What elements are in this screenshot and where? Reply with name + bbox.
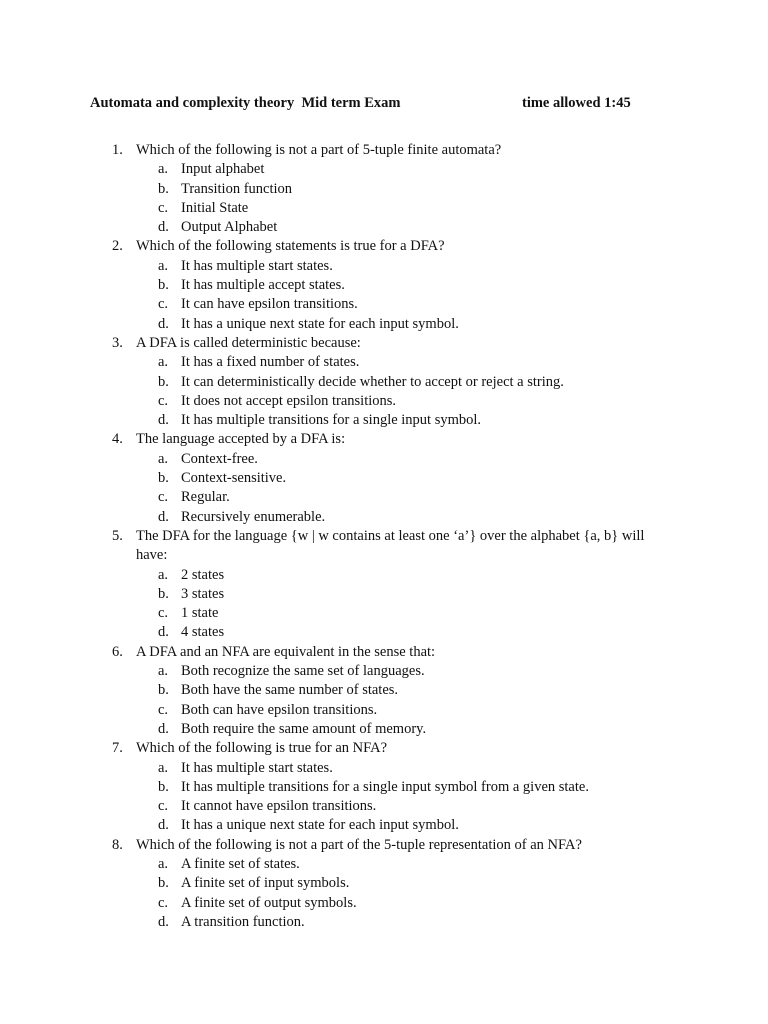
question-number: 4. bbox=[112, 431, 123, 448]
time-allowed: time allowed 1:45 bbox=[522, 95, 631, 111]
option-text: Recursively enumerable. bbox=[181, 508, 326, 525]
option-text: Both recognize the same set of languages. bbox=[181, 663, 425, 680]
option-text: It can deterministically decide whether to accept or reject a string. bbox=[181, 373, 564, 390]
question-item bbox=[0, 430, 768, 526]
option-text: Output Alphabet bbox=[181, 219, 278, 236]
question-number: 2. bbox=[112, 238, 123, 255]
option-text: It can have epsilon transitions. bbox=[181, 296, 358, 313]
option-text: It has multiple accept states. bbox=[181, 277, 345, 294]
question-text: The DFA for the language {w | w contains at least one ‘a’} over the alphabet {a, b} will have: bbox=[136, 527, 645, 564]
question-item bbox=[0, 739, 768, 835]
option-item bbox=[0, 681, 768, 700]
option-item bbox=[0, 894, 768, 913]
option-list bbox=[0, 759, 768, 836]
option-item bbox=[0, 623, 768, 642]
option-text: 2 states bbox=[181, 566, 225, 583]
option-letter: d. bbox=[158, 219, 169, 236]
option-letter: c. bbox=[158, 199, 169, 216]
question-item bbox=[0, 237, 768, 333]
option-item bbox=[0, 604, 768, 623]
question-number: 3. bbox=[112, 334, 123, 351]
option-text: It has multiple start states. bbox=[181, 759, 333, 776]
option-item bbox=[0, 315, 768, 334]
question-text: The language accepted by a DFA is: bbox=[136, 431, 346, 448]
option-item bbox=[0, 508, 768, 527]
option-letter: d. bbox=[158, 412, 169, 429]
option-letter: c. bbox=[158, 392, 169, 409]
option-list bbox=[0, 450, 768, 527]
option-list bbox=[0, 855, 768, 932]
option-letter: a. bbox=[158, 354, 169, 371]
option-item bbox=[0, 199, 768, 218]
question-item bbox=[0, 141, 768, 237]
question-item bbox=[0, 334, 768, 430]
option-item bbox=[0, 373, 768, 392]
option-list bbox=[0, 566, 768, 643]
option-item bbox=[0, 874, 768, 893]
option-text: Both have the same number of states. bbox=[181, 682, 399, 699]
option-text: Initial State bbox=[181, 199, 249, 216]
option-letter: b. bbox=[158, 180, 169, 197]
option-letter: a. bbox=[158, 663, 169, 680]
option-text: Input alphabet bbox=[181, 161, 265, 178]
question-item bbox=[0, 836, 768, 932]
option-item bbox=[0, 855, 768, 874]
option-text: Context-sensitive. bbox=[181, 470, 287, 487]
option-item bbox=[0, 585, 768, 604]
option-item bbox=[0, 295, 768, 314]
option-letter: c. bbox=[158, 798, 169, 815]
option-text: Context-free. bbox=[181, 450, 258, 467]
option-item bbox=[0, 662, 768, 681]
option-letter: b. bbox=[158, 470, 169, 487]
question-number: 7. bbox=[112, 740, 123, 757]
option-text: A finite set of output symbols. bbox=[181, 894, 357, 911]
option-text: It has multiple transitions for a single input symbol from a given state. bbox=[181, 778, 589, 795]
option-item bbox=[0, 257, 768, 276]
question-item bbox=[0, 643, 768, 739]
option-letter: c. bbox=[158, 605, 169, 622]
option-text: 1 state bbox=[181, 605, 219, 622]
option-item bbox=[0, 913, 768, 932]
question-number: 5. bbox=[112, 527, 123, 544]
option-list bbox=[0, 353, 768, 430]
option-letter: b. bbox=[158, 778, 169, 795]
option-letter: c. bbox=[158, 701, 169, 718]
option-item bbox=[0, 488, 768, 507]
option-text: A finite set of input symbols. bbox=[181, 875, 350, 892]
option-item bbox=[0, 759, 768, 778]
option-text: It has multiple transitions for a single input symbol. bbox=[181, 412, 482, 429]
question-number: 6. bbox=[112, 643, 123, 660]
question-number: 8. bbox=[112, 836, 123, 853]
option-item bbox=[0, 778, 768, 797]
option-letter: c. bbox=[158, 296, 169, 313]
option-text: Both require the same amount of memory. bbox=[181, 720, 427, 737]
option-letter: d. bbox=[158, 315, 169, 332]
question-number: 1. bbox=[112, 142, 123, 158]
option-item bbox=[0, 392, 768, 411]
option-letter: d. bbox=[158, 720, 169, 737]
exam-title: Automata and complexity theory Mid term Exam bbox=[90, 95, 401, 111]
option-list bbox=[0, 662, 768, 739]
option-letter: b. bbox=[158, 585, 169, 602]
option-letter: a. bbox=[158, 161, 169, 178]
question-list bbox=[0, 141, 768, 932]
option-letter: c. bbox=[158, 489, 169, 506]
question-text: Which of the following is true for an NFA? bbox=[136, 740, 388, 757]
option-list bbox=[0, 257, 768, 334]
question-item bbox=[0, 527, 768, 643]
option-item bbox=[0, 353, 768, 372]
option-letter: c. bbox=[158, 894, 169, 911]
option-letter: a. bbox=[158, 450, 169, 467]
option-text: A finite set of states. bbox=[181, 855, 300, 872]
option-item bbox=[0, 180, 768, 199]
option-text: It has a unique next state for each input symbol. bbox=[181, 315, 459, 332]
option-text: It has multiple start states. bbox=[181, 257, 333, 274]
option-text: A transition function. bbox=[181, 913, 305, 930]
option-letter: b. bbox=[158, 277, 169, 294]
option-item bbox=[0, 411, 768, 430]
option-letter: d. bbox=[158, 817, 169, 834]
option-text: It cannot have epsilon transitions. bbox=[181, 798, 377, 815]
option-letter: b. bbox=[158, 373, 169, 390]
option-letter: d. bbox=[158, 624, 169, 641]
option-item bbox=[0, 816, 768, 835]
option-letter: b. bbox=[158, 875, 169, 892]
option-item bbox=[0, 218, 768, 237]
option-item bbox=[0, 469, 768, 488]
option-letter: a. bbox=[158, 257, 169, 274]
option-item bbox=[0, 450, 768, 469]
option-item bbox=[0, 276, 768, 295]
option-text: Regular. bbox=[181, 489, 230, 506]
option-item bbox=[0, 720, 768, 739]
question-text: A DFA is called deterministic because: bbox=[136, 334, 361, 351]
option-list bbox=[0, 160, 768, 237]
option-letter: a. bbox=[158, 855, 169, 872]
option-text: 4 states bbox=[181, 624, 225, 641]
option-text: It has a unique next state for each input symbol. bbox=[181, 817, 459, 834]
option-text: Both can have epsilon transitions. bbox=[181, 701, 378, 718]
question-text: Which of the following is not a part of 5-tuple finite automata? bbox=[136, 142, 502, 158]
question-text: Which of the following statements is true for a DFA? bbox=[136, 238, 445, 255]
question-text: A DFA and an NFA are equivalent in the sense that: bbox=[136, 643, 436, 660]
option-text: 3 states bbox=[181, 585, 225, 602]
option-item bbox=[0, 797, 768, 816]
question-text: Which of the following is not a part of the 5-tuple representation of an NFA? bbox=[136, 836, 582, 853]
option-text: It has a fixed number of states. bbox=[181, 354, 360, 371]
option-letter: d. bbox=[158, 913, 169, 930]
option-letter: b. bbox=[158, 682, 169, 699]
option-letter: d. bbox=[158, 508, 169, 525]
option-item bbox=[0, 701, 768, 720]
option-text: It does not accept epsilon transitions. bbox=[181, 392, 397, 409]
option-item bbox=[0, 566, 768, 585]
option-letter: a. bbox=[158, 566, 169, 583]
option-text: Transition function bbox=[181, 180, 293, 197]
exam-header bbox=[90, 93, 690, 113]
option-letter: a. bbox=[158, 759, 169, 776]
option-item bbox=[0, 160, 768, 179]
